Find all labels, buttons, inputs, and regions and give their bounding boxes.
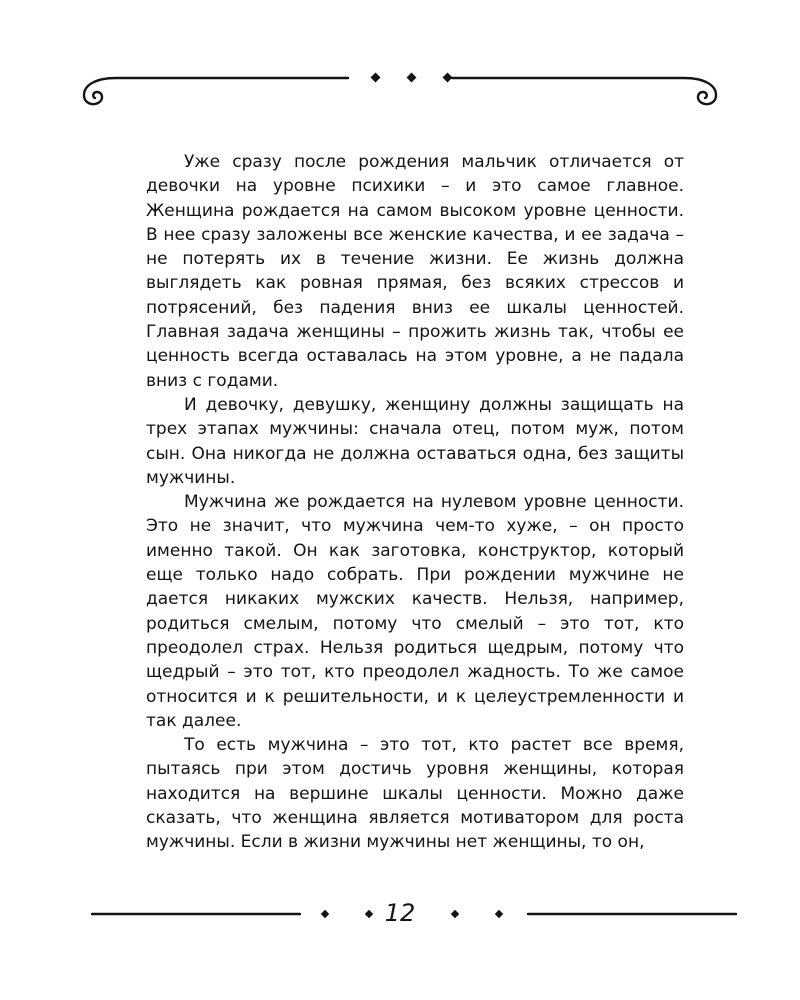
paragraph-4: То есть мужчина – это тот, кто растет все время, пытаясь при этом достичь уровня женщины, которая находится на вершине шкалы ценности. Можно даже сказать, что женщина является мотиватором для роста мужчины. Если в жизни мужчины нет женщины, то он, <box>146 735 684 853</box>
paragraph-3: Мужчина же рождается на нулевом уровне ценности. Это не значит, что мужчина чем-то хуже, – он просто именно такой. Он как заготовка, конструктор, который еще только надо собрать. При рождении мужчине не дается никаких мужских качеств. Нельзя, например, родиться смелым, потому что смелый – это тот, кто преодолел страх. Нельзя родиться щедрым, потому что щедрый – это тот, кто преодолел жадность. То же самое относится и к решительности, и к целеустремленности и так далее. <box>146 492 684 731</box>
header-left-curl <box>84 78 348 104</box>
footer-diamond-3 <box>451 910 459 918</box>
header-diamond-right <box>443 73 453 83</box>
footer-diamond-4 <box>495 910 503 918</box>
paragraph-2: И девочку, девушку, женщину должны защищать на трех этапах мужчины: сначала отец, потом муж, потом сын. Она никогда не должна оставаться одна, без защиты мужчины. <box>146 394 684 488</box>
header-diamond-left <box>371 73 381 83</box>
footer-diamond-1 <box>321 910 329 918</box>
header-ornament <box>0 55 800 115</box>
page-number: 12 <box>384 899 416 927</box>
paragraph-1: Уже сразу после рождения мальчик отличается от девочки на уровне психики – и это самое главное. Женщина рождается на самом высоком уровне ценности. В нее сразу заложены все женские качества, и ее задача – не потерять их в течение жизни. Ее жизнь должна выглядеть как ровная прямая, без всяких стрессов и потрясений, без падения вниз ее шкалы ценностей. Главная задача женщины – прожить жизнь так, чтобы ее ценность всегда оставалась на этом уровне, а не падала вниз с годами. <box>146 152 684 391</box>
page-footer <box>0 895 800 935</box>
header-diamond-center <box>407 73 417 83</box>
body-text <box>146 150 684 855</box>
header-right-curl <box>452 78 716 104</box>
